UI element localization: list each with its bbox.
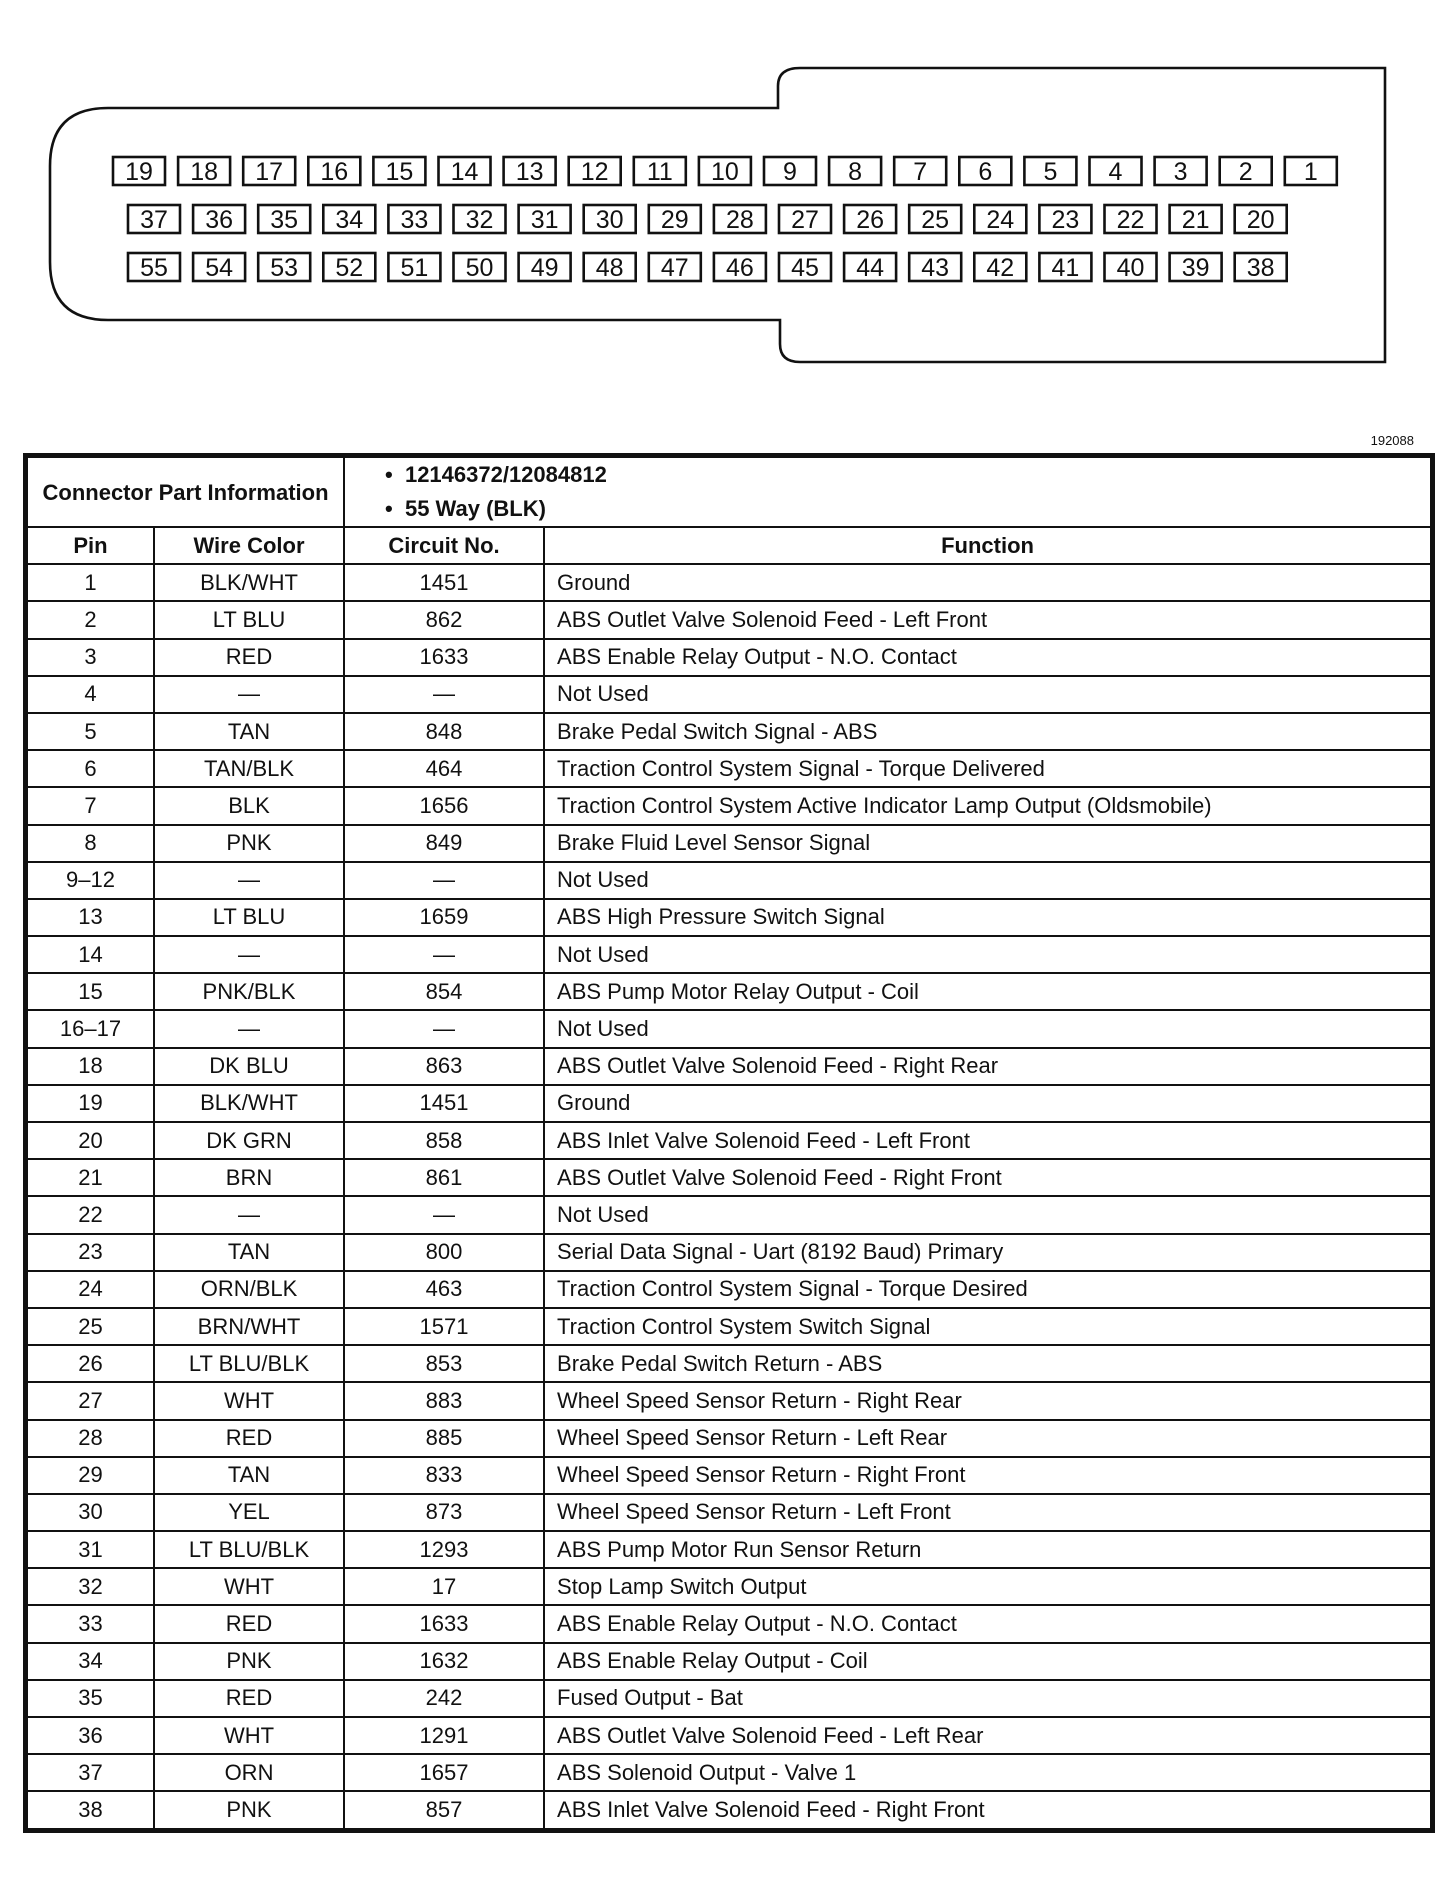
function: Traction Control System Signal - Torque Desired — [544, 1271, 1431, 1308]
table-row — [27, 1420, 1431, 1457]
wire-color: LT BLU/BLK — [154, 1531, 344, 1568]
function: Traction Control System Active Indicator Lamp Output (Oldsmobile) — [544, 787, 1431, 824]
pin-number: 23 — [27, 1234, 154, 1271]
connector-pin — [1039, 253, 1091, 282]
wire-color: BLK — [154, 787, 344, 824]
pin-number: 16–17 — [27, 1010, 154, 1047]
pin-grid — [113, 157, 1337, 282]
connector-part-number: • 12146372/12084812 — [385, 458, 1420, 492]
connector-pin — [894, 157, 946, 186]
circuit-number: 858 — [344, 1122, 544, 1159]
table-row — [27, 973, 1431, 1010]
function: Brake Pedal Switch Signal - ABS — [544, 713, 1431, 750]
connector-pin-number: 42 — [986, 254, 1015, 282]
circuit-number: 1656 — [344, 787, 544, 824]
circuit-number: 853 — [344, 1345, 544, 1382]
connector-pin-number: 49 — [530, 254, 559, 282]
wire-color: RED — [154, 1605, 344, 1642]
circuit-number: 1659 — [344, 899, 544, 936]
circuit-number: 242 — [344, 1680, 544, 1717]
function: ABS Outlet Valve Solenoid Feed - Left Rear — [544, 1717, 1431, 1754]
connector-pin-number: 51 — [400, 254, 429, 282]
table-row — [27, 1159, 1431, 1196]
circuit-number: 863 — [344, 1048, 544, 1085]
circuit-number: 1633 — [344, 1605, 544, 1642]
connector-pin-number: 8 — [848, 158, 863, 186]
connector-pin — [1090, 157, 1142, 186]
pin-number: 29 — [27, 1457, 154, 1494]
wire-color: BLK/WHT — [154, 1085, 344, 1122]
circuit-number: 849 — [344, 825, 544, 862]
wire-color: — — [154, 676, 344, 713]
function: Traction Control System Signal - Torque Delivered — [544, 750, 1431, 787]
pin-number: 27 — [27, 1382, 154, 1419]
connector-pin-number: 36 — [205, 206, 234, 234]
connector-pin-number: 32 — [465, 206, 494, 234]
wire-color: PNK/BLK — [154, 973, 344, 1010]
table-row — [27, 1494, 1431, 1531]
connector-pin-number: 52 — [335, 254, 364, 282]
wire-color: PNK — [154, 1643, 344, 1680]
circuit-number: 861 — [344, 1159, 544, 1196]
table-row — [27, 1308, 1431, 1345]
function: Traction Control System Switch Signal — [544, 1308, 1431, 1345]
function: Ground — [544, 1085, 1431, 1122]
circuit-number: 873 — [344, 1494, 544, 1531]
connector-pin — [714, 253, 766, 282]
connector-pin-number: 20 — [1246, 206, 1275, 234]
pin-number: 1 — [27, 564, 154, 601]
connector-pin — [649, 205, 701, 234]
wire-color: RED — [154, 1420, 344, 1457]
circuit-number: 463 — [344, 1271, 544, 1308]
connector-pin — [909, 205, 961, 234]
connector-pin-number: 24 — [986, 206, 1015, 234]
wire-color: WHT — [154, 1568, 344, 1605]
table-row — [27, 1643, 1431, 1680]
function: Not Used — [544, 1196, 1431, 1233]
connector-pin-number: 45 — [791, 254, 819, 282]
connector-info-label: Connector Part Information — [27, 457, 344, 527]
function: ABS Enable Relay Output - Coil — [544, 1643, 1431, 1680]
pin-number: 37 — [27, 1754, 154, 1791]
table-row — [27, 1382, 1431, 1419]
connector-pin-number: 6 — [978, 158, 993, 186]
connector-pin — [699, 157, 751, 186]
function: Not Used — [544, 936, 1431, 973]
connector-pin — [974, 205, 1026, 234]
connector-pin — [1105, 205, 1157, 234]
connector-pin — [1170, 205, 1222, 234]
connector-pin-number: 1 — [1303, 158, 1318, 186]
connector-pin-number: 15 — [385, 158, 414, 186]
connector-pin — [909, 253, 961, 282]
connector-pin — [193, 205, 245, 234]
connector-pin-number: 11 — [646, 158, 673, 186]
pin-number: 38 — [27, 1791, 154, 1828]
wire-color: BLK/WHT — [154, 564, 344, 601]
function: Ground — [544, 564, 1431, 601]
wire-color: WHT — [154, 1382, 344, 1419]
function: Wheel Speed Sensor Return - Right Rear — [544, 1382, 1431, 1419]
connector-pin-number: 55 — [140, 254, 168, 282]
connector-pin-number: 19 — [125, 158, 153, 186]
function: Not Used — [544, 1010, 1431, 1047]
connector-pin-number: 30 — [595, 206, 624, 234]
connector-pin — [569, 157, 621, 186]
pin-number: 4 — [27, 676, 154, 713]
connector-pin-number: 47 — [660, 254, 689, 282]
pin-number: 7 — [27, 787, 154, 824]
pin-number: 13 — [27, 899, 154, 936]
connector-pin — [584, 205, 636, 234]
table-row — [27, 1568, 1431, 1605]
connector-pin — [1024, 157, 1076, 186]
connector-pin — [649, 253, 701, 282]
connector-pin — [959, 157, 1011, 186]
wire-color: TAN — [154, 713, 344, 750]
pin-number: 34 — [27, 1643, 154, 1680]
connector-pin-number: 16 — [320, 158, 349, 186]
connector-pin — [454, 205, 506, 234]
connector-pin-number: 41 — [1051, 254, 1080, 282]
wire-color: YEL — [154, 1494, 344, 1531]
connector-pin — [1105, 253, 1157, 282]
table-row — [27, 1048, 1431, 1085]
connector-pin — [388, 253, 440, 282]
connector-pin — [1155, 157, 1207, 186]
circuit-number: 857 — [344, 1791, 544, 1828]
table-row — [27, 601, 1431, 638]
connector-pin-number: 3 — [1173, 158, 1188, 186]
wire-color: — — [154, 936, 344, 973]
connector-pin-number: 53 — [270, 254, 299, 282]
connector-pin — [634, 157, 686, 186]
circuit-number: 854 — [344, 973, 544, 1010]
table-row — [27, 1345, 1431, 1382]
connector-pin-number: 4 — [1108, 158, 1123, 186]
table-row — [27, 1717, 1431, 1754]
wire-color: LT BLU — [154, 899, 344, 936]
pin-number: 25 — [27, 1308, 154, 1345]
connector-pin-number: 12 — [580, 158, 609, 186]
circuit-number: 862 — [344, 601, 544, 638]
wire-color: — — [154, 862, 344, 899]
function: Wheel Speed Sensor Return - Left Rear — [544, 1420, 1431, 1457]
connector-pin — [128, 253, 180, 282]
connector-way-count: • 55 Way (BLK) — [385, 492, 1420, 526]
connector-pin — [373, 157, 425, 186]
function: ABS Enable Relay Output - N.O. Contact — [544, 639, 1431, 676]
connector-pin — [258, 253, 310, 282]
connector-pin — [974, 253, 1026, 282]
connector-info-row — [27, 457, 1431, 527]
wire-color: ORN/BLK — [154, 1271, 344, 1308]
circuit-number: 1451 — [344, 1085, 544, 1122]
wire-color: DK BLU — [154, 1048, 344, 1085]
function: Brake Fluid Level Sensor Signal — [544, 825, 1431, 862]
connector-pin-number: 28 — [725, 206, 754, 234]
pin-number: 35 — [27, 1680, 154, 1717]
connector-pin-number: 27 — [791, 206, 819, 234]
wire-color: BRN — [154, 1159, 344, 1196]
table-row — [27, 676, 1431, 713]
circuit-number: — — [344, 676, 544, 713]
connector-pin-number: 48 — [595, 254, 624, 282]
connector-pin — [243, 157, 295, 186]
function: Serial Data Signal - Uart (8192 Baud) Primary — [544, 1234, 1431, 1271]
function: ABS Outlet Valve Solenoid Feed - Right Rear — [544, 1048, 1431, 1085]
connector-pin-number: 46 — [725, 254, 754, 282]
wire-color: ORN — [154, 1754, 344, 1791]
function: Brake Pedal Switch Return - ABS — [544, 1345, 1431, 1382]
connector-pin-number: 34 — [335, 206, 364, 234]
function: Not Used — [544, 676, 1431, 713]
table-row — [27, 1122, 1431, 1159]
pin-number: 26 — [27, 1345, 154, 1382]
table-row — [27, 1010, 1431, 1047]
function: Wheel Speed Sensor Return - Left Front — [544, 1494, 1431, 1531]
wire-color: — — [154, 1010, 344, 1047]
connector-pin-number: 5 — [1043, 158, 1058, 186]
pin-number: 36 — [27, 1717, 154, 1754]
pinout-table — [26, 456, 1432, 1830]
table-row — [27, 862, 1431, 899]
connector-pin — [714, 205, 766, 234]
connector-pin — [128, 205, 180, 234]
circuit-number: — — [344, 1010, 544, 1047]
connector-pin-number: 10 — [710, 158, 739, 186]
circuit-number: — — [344, 862, 544, 899]
connector-pin-number: 38 — [1246, 254, 1275, 282]
wire-color: TAN — [154, 1234, 344, 1271]
connector-pin-number: 43 — [921, 254, 950, 282]
table-row — [27, 1085, 1431, 1122]
connector-face-diagram — [0, 0, 1456, 380]
function: ABS Pump Motor Run Sensor Return — [544, 1531, 1431, 1568]
connector-pin — [258, 205, 310, 234]
table-row — [27, 713, 1431, 750]
col-header-wire-color: Wire Color — [154, 527, 344, 564]
pin-number: 20 — [27, 1122, 154, 1159]
wire-color: TAN/BLK — [154, 750, 344, 787]
wire-color: DK GRN — [154, 1122, 344, 1159]
pin-number: 31 — [27, 1531, 154, 1568]
table-row — [27, 1271, 1431, 1308]
circuit-number: 1293 — [344, 1531, 544, 1568]
pin-number: 22 — [27, 1196, 154, 1233]
connector-pin-number: 18 — [190, 158, 219, 186]
function: ABS Inlet Valve Solenoid Feed - Left Front — [544, 1122, 1431, 1159]
connector-pin-number: 50 — [465, 254, 494, 282]
function: ABS Pump Motor Relay Output - Coil — [544, 973, 1431, 1010]
connector-pin-number: 39 — [1181, 254, 1210, 282]
connector-pin-number: 31 — [530, 206, 559, 234]
circuit-number: — — [344, 936, 544, 973]
table-row — [27, 750, 1431, 787]
connector-pin — [844, 253, 896, 282]
function: ABS Enable Relay Output - N.O. Contact — [544, 1605, 1431, 1642]
connector-pin — [439, 157, 491, 186]
table-row — [27, 787, 1431, 824]
circuit-number: 885 — [344, 1420, 544, 1457]
table-row — [27, 1196, 1431, 1233]
table-row — [27, 1605, 1431, 1642]
connector-pin — [764, 157, 816, 186]
connector-pin — [323, 253, 375, 282]
table-row — [27, 564, 1431, 601]
table-row — [27, 1234, 1431, 1271]
connector-pin-number: 22 — [1116, 206, 1145, 234]
connector-pin — [504, 157, 556, 186]
pin-number: 14 — [27, 936, 154, 973]
function: Not Used — [544, 862, 1431, 899]
table-row — [27, 1457, 1431, 1494]
connector-pin-number: 2 — [1238, 158, 1253, 186]
function: Fused Output - Bat — [544, 1680, 1431, 1717]
connector-pin — [519, 205, 571, 234]
table-row — [27, 1531, 1431, 1568]
function: ABS High Pressure Switch Signal — [544, 899, 1431, 936]
col-header-pin: Pin — [27, 527, 154, 564]
connector-pin-number: 26 — [856, 206, 885, 234]
connector-pin — [178, 157, 230, 186]
connector-pin — [388, 205, 440, 234]
figure-id: 192088 — [1370, 433, 1414, 448]
column-header-row — [27, 527, 1431, 564]
pin-number: 32 — [27, 1568, 154, 1605]
connector-pin — [1039, 205, 1091, 234]
table-row — [27, 825, 1431, 862]
circuit-number: 464 — [344, 750, 544, 787]
connector-pin-number: 9 — [783, 158, 797, 186]
connector-pin-number: 44 — [856, 254, 885, 282]
pin-number: 9–12 — [27, 862, 154, 899]
connector-pin-number: 13 — [515, 158, 544, 186]
pin-number: 18 — [27, 1048, 154, 1085]
connector-pin — [829, 157, 881, 186]
wire-color: RED — [154, 639, 344, 676]
connector-pin-number: 35 — [270, 206, 299, 234]
connector-pin — [454, 253, 506, 282]
function: ABS Outlet Valve Solenoid Feed - Right Front — [544, 1159, 1431, 1196]
circuit-number: 1291 — [344, 1717, 544, 1754]
circuit-number: 1451 — [344, 564, 544, 601]
connector-pin — [323, 205, 375, 234]
table-row — [27, 1791, 1431, 1828]
wire-color: BRN/WHT — [154, 1308, 344, 1345]
wire-color: WHT — [154, 1717, 344, 1754]
connector-pin-number: 7 — [913, 158, 928, 186]
pin-number: 6 — [27, 750, 154, 787]
wire-color: — — [154, 1196, 344, 1233]
connector-pin — [1220, 157, 1272, 186]
function: ABS Inlet Valve Solenoid Feed - Right Front — [544, 1791, 1431, 1828]
circuit-number: 1657 — [344, 1754, 544, 1791]
circuit-number: — — [344, 1196, 544, 1233]
connector-pin — [308, 157, 360, 186]
connector-pin — [1235, 253, 1287, 282]
circuit-number: 17 — [344, 1568, 544, 1605]
wire-color: LT BLU — [154, 601, 344, 638]
table-row — [27, 1680, 1431, 1717]
table-row — [27, 936, 1431, 973]
connector-pin — [584, 253, 636, 282]
connector-pin-number: 17 — [255, 158, 284, 186]
pin-number: 30 — [27, 1494, 154, 1531]
wire-color: TAN — [154, 1457, 344, 1494]
connector-pin — [779, 253, 831, 282]
pinout-rows — [27, 564, 1431, 1828]
pin-number: 2 — [27, 601, 154, 638]
col-header-circuit: Circuit No. — [344, 527, 544, 564]
pin-number: 28 — [27, 1420, 154, 1457]
connector-pin-number: 54 — [205, 254, 234, 282]
connector-pin-number: 37 — [140, 206, 168, 234]
connector-pin-number: 33 — [400, 206, 429, 234]
pin-number: 3 — [27, 639, 154, 676]
pin-number: 33 — [27, 1605, 154, 1642]
table-row — [27, 639, 1431, 676]
connector-pin-number: 29 — [660, 206, 689, 234]
connector-pin — [113, 157, 165, 186]
table-row — [27, 899, 1431, 936]
pin-number: 24 — [27, 1271, 154, 1308]
table-row — [27, 1754, 1431, 1791]
pin-number: 5 — [27, 713, 154, 750]
function: Wheel Speed Sensor Return - Right Front — [544, 1457, 1431, 1494]
wire-color: PNK — [154, 1791, 344, 1828]
col-header-function: Function — [544, 527, 1431, 564]
circuit-number: 1632 — [344, 1643, 544, 1680]
wire-color: LT BLU/BLK — [154, 1345, 344, 1382]
connector-pin — [1170, 253, 1222, 282]
circuit-number: 1571 — [344, 1308, 544, 1345]
function: ABS Solenoid Output - Valve 1 — [544, 1754, 1431, 1791]
pin-number: 15 — [27, 973, 154, 1010]
connector-pin-number: 21 — [1181, 206, 1210, 234]
connector-info-list — [344, 457, 1431, 527]
circuit-number: 800 — [344, 1234, 544, 1271]
connector-pin-number: 40 — [1116, 254, 1145, 282]
connector-pin-number: 14 — [450, 158, 479, 186]
function: ABS Outlet Valve Solenoid Feed - Left Front — [544, 601, 1431, 638]
pin-number: 8 — [27, 825, 154, 862]
connector-pin — [193, 253, 245, 282]
connector-pin — [779, 205, 831, 234]
circuit-number: 848 — [344, 713, 544, 750]
connector-pin-number: 25 — [921, 206, 950, 234]
connector-pin — [519, 253, 571, 282]
wire-color: RED — [154, 1680, 344, 1717]
circuit-number: 1633 — [344, 639, 544, 676]
pin-number: 19 — [27, 1085, 154, 1122]
connector-pin — [844, 205, 896, 234]
circuit-number: 883 — [344, 1382, 544, 1419]
connector-pin-number: 23 — [1051, 206, 1080, 234]
pin-number: 21 — [27, 1159, 154, 1196]
connector-pin — [1235, 205, 1287, 234]
function: Stop Lamp Switch Output — [544, 1568, 1431, 1605]
connector-pin — [1285, 157, 1337, 186]
circuit-number: 833 — [344, 1457, 544, 1494]
wire-color: PNK — [154, 825, 344, 862]
